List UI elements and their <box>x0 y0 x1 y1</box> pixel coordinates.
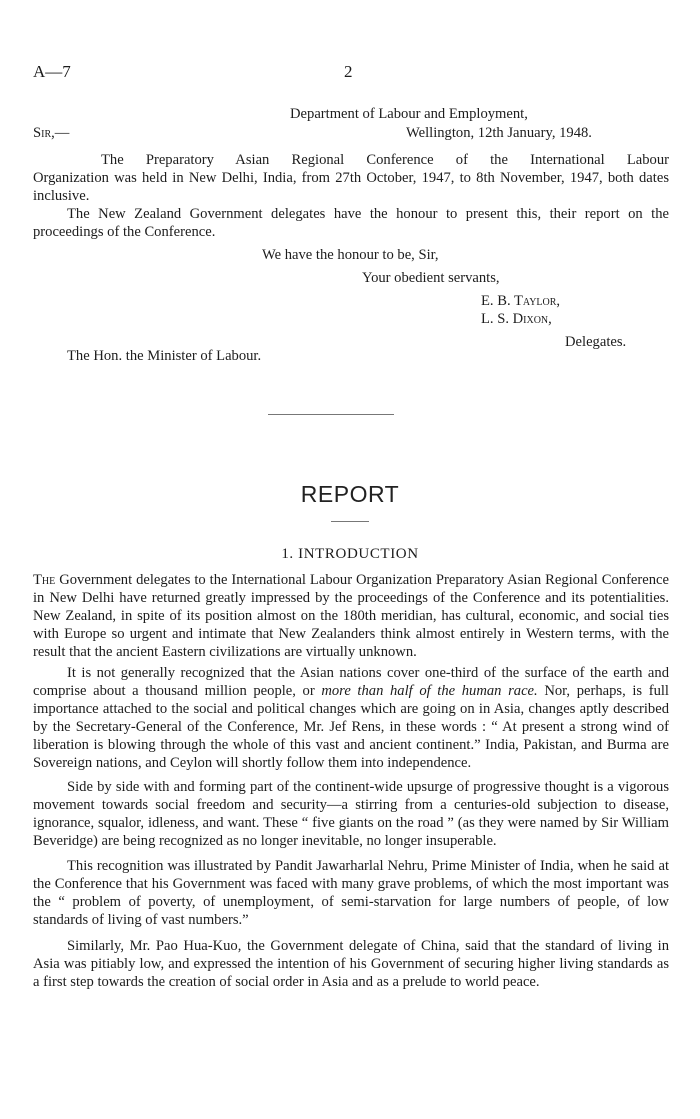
report-paragraph-5: Similarly, Mr. Pao Hua-Kuo, the Government delegate of China, said that the standard of living in Asia was pitiably low, and expressed the intention of his Government of securing higher living standards as a first step towards the creation of social order in Asia and as a prelude to world peace. <box>33 938 669 990</box>
report-paragraph-3: Side by side with and forming part of the continent-wide upsurge of progressive thought is a vigorous movement towards social freedom and security—a stirring from a centuries-old subjection to disease, ignorance, squalor, idleness, and want. These “ five giants on the road ” (as they were named by Sir William Beveridge) are being recognized as no longer inevitable, no longer insuperable. <box>33 779 669 849</box>
report-paragraph-1-body: Government delegates to the International Labour Organization Preparatory Asian Regional Conference in New Delhi have returned greatly impressed by the proceedings of the Conference and its potentialities. New Zealand, in spite of its position almost on the 180th meridian, has cultural, economic, and social ties with Europe so urgent and intimate that New Zealanders think almost entirely in Western terms, with the result that the ancient Eastern civilizations are virtually unknown. <box>33 572 669 660</box>
report-paragraph-1 <box>33 571 669 661</box>
letter-addressee: The Hon. the Minister of Labour. <box>67 348 262 364</box>
letter-paragraph-2: The New Zealand Government delegates have the honour to present this, their report on the proceedings of the Conference. <box>33 206 669 240</box>
letter-salutation: Sir,— <box>33 125 70 141</box>
report-paragraph-2 <box>33 664 669 772</box>
report-title: REPORT <box>300 481 400 507</box>
report-paragraph-2-a: It is not generally recognized that the Asian nations cover one-third of the surface of the earth and comprise about a thousand million people, or <box>33 665 669 699</box>
page-number: 2 <box>344 62 353 81</box>
letter-paragraph-1-rest: Organization was held in New Delhi, India, from 27th October, 1947, to 8th November, 1947, both dates inclusive. <box>33 170 669 204</box>
letter-role: Delegates. <box>565 334 627 350</box>
letter-department: Department of Labour and Employment, <box>290 106 528 122</box>
letter-closing: We have the honour to be, Sir, <box>262 247 439 263</box>
section-heading: 1. INTRODUCTION <box>281 546 419 562</box>
report-paragraph-1-lead: The <box>33 572 56 588</box>
signatory-dixon: L. S. Dixon, <box>481 311 552 327</box>
section-separator <box>268 414 394 415</box>
report-paragraph-2-b: Nor, perhaps, is full importance attached to the social and political changes which are going on in Asia, changes aptly described by the Secretary-General of the Conference, Mr. Jef Rens, in these words : “ At present a strong wind of liberation is blowing through the whole of this vast and ancient continent.” India, Pakistan, and Burma are Sovereign nations, and Ceylon will shortly follow them into independence. <box>33 683 669 771</box>
letter-servants: Your obedient servants, <box>362 270 500 286</box>
letter-paragraph-1-first-line: The Preparatory Asian Regional Conference of the International Labour <box>101 152 669 168</box>
page-reference: A—7 <box>33 62 71 81</box>
letter-paragraph-1 <box>33 151 669 205</box>
signatory-taylor: E. B. Taylor, <box>481 293 561 309</box>
report-paragraph-4: This recognition was illustrated by Pandit Jawarharlal Nehru, Prime Minister of India, when he said at the Conference that his Government was faced with many grave problems, of which the most important was the “ problem of poverty, of unemployment, of semi-starvation for large numbers of people, of low standards of living of vast numbers.” <box>33 858 669 928</box>
letter-place-date: Wellington, 12th January, 1948. <box>406 125 592 141</box>
report-paragraph-2-emphasis: more than half of the human race. <box>321 683 538 699</box>
title-underline <box>331 521 369 522</box>
